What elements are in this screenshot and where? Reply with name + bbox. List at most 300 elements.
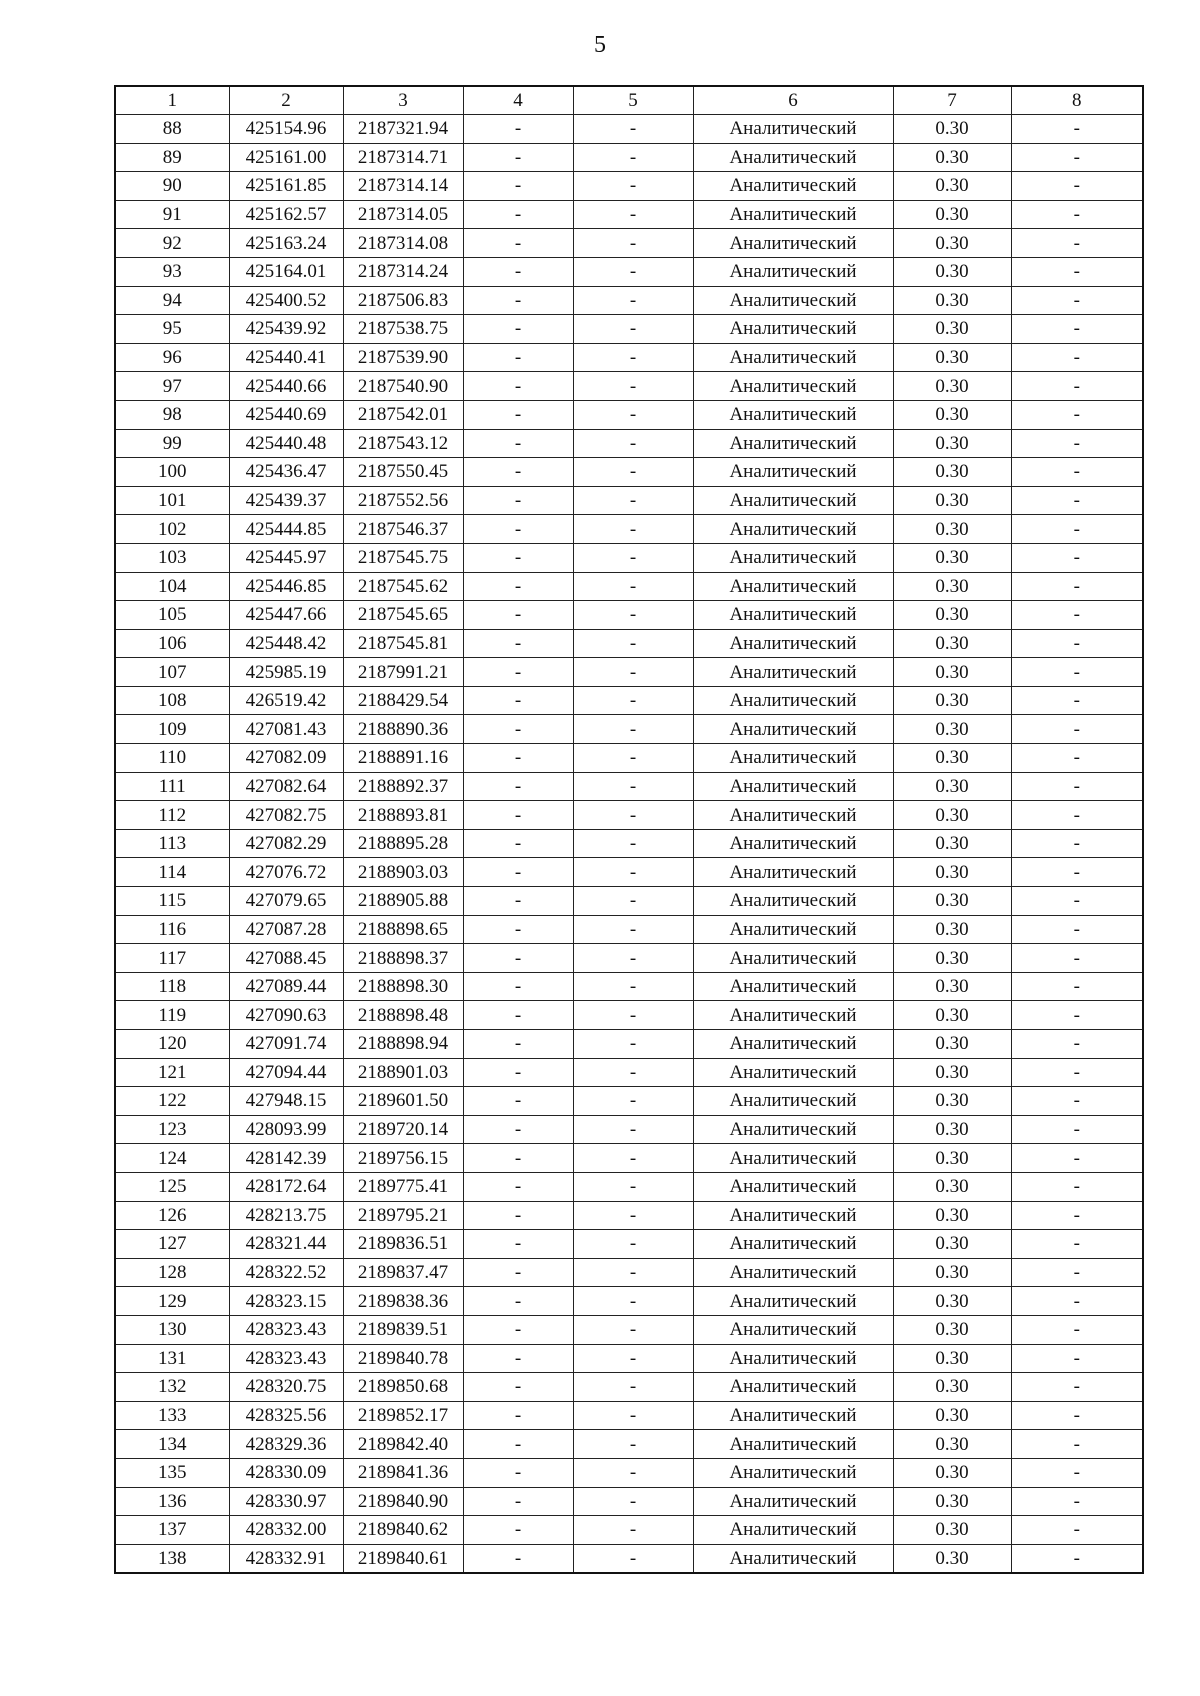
y-coordinate-cell: 2188905.88 (343, 887, 463, 916)
col4-cell: - (463, 229, 573, 258)
table-row (115, 1430, 1143, 1459)
col5-cell: - (573, 1201, 693, 1230)
method-cell: Аналитический (693, 257, 893, 286)
y-coordinate-cell: 2189720.14 (343, 1115, 463, 1144)
x-coordinate-cell: 427082.29 (229, 829, 343, 858)
method-cell: Аналитический (693, 1258, 893, 1287)
col4-cell: - (463, 1144, 573, 1173)
accuracy-cell: 0.30 (893, 458, 1011, 487)
column-header: 2 (229, 86, 343, 115)
accuracy-cell: 0.30 (893, 257, 1011, 286)
point-number-cell: 112 (115, 801, 229, 830)
y-coordinate-cell: 2189840.61 (343, 1544, 463, 1573)
col4-cell: - (463, 1487, 573, 1516)
method-cell: Аналитический (693, 200, 893, 229)
method-cell: Аналитический (693, 1401, 893, 1430)
col4-cell: - (463, 1230, 573, 1259)
method-cell: Аналитический (693, 1373, 893, 1402)
column-header: 7 (893, 86, 1011, 115)
col5-cell: - (573, 944, 693, 973)
col4-cell: - (463, 1030, 573, 1059)
col4-cell: - (463, 858, 573, 887)
point-number-cell: 104 (115, 572, 229, 601)
method-cell: Аналитический (693, 1315, 893, 1344)
coordinates-table (114, 85, 1144, 1574)
point-number-cell: 130 (115, 1315, 229, 1344)
method-cell: Аналитический (693, 1344, 893, 1373)
point-number-cell: 135 (115, 1458, 229, 1487)
x-coordinate-cell: 428172.64 (229, 1172, 343, 1201)
method-cell: Аналитический (693, 1544, 893, 1573)
x-coordinate-cell: 425154.96 (229, 115, 343, 144)
y-coordinate-cell: 2189841.36 (343, 1458, 463, 1487)
accuracy-cell: 0.30 (893, 1087, 1011, 1116)
x-coordinate-cell: 427079.65 (229, 887, 343, 916)
table-row (115, 315, 1143, 344)
y-coordinate-cell: 2187550.45 (343, 458, 463, 487)
x-coordinate-cell: 427076.72 (229, 858, 343, 887)
x-coordinate-cell: 427082.09 (229, 744, 343, 773)
col8-cell: - (1011, 572, 1143, 601)
method-cell: Аналитический (693, 143, 893, 172)
col5-cell: - (573, 543, 693, 572)
col8-cell: - (1011, 1487, 1143, 1516)
table-row (115, 286, 1143, 315)
col8-cell: - (1011, 715, 1143, 744)
y-coordinate-cell: 2188901.03 (343, 1058, 463, 1087)
table-row (115, 1201, 1143, 1230)
y-coordinate-cell: 2187545.81 (343, 629, 463, 658)
y-coordinate-cell: 2189840.62 (343, 1516, 463, 1545)
col4-cell: - (463, 115, 573, 144)
x-coordinate-cell: 425163.24 (229, 229, 343, 258)
col5-cell: - (573, 1315, 693, 1344)
col8-cell: - (1011, 1087, 1143, 1116)
x-coordinate-cell: 425448.42 (229, 629, 343, 658)
method-cell: Аналитический (693, 1115, 893, 1144)
table-row (115, 429, 1143, 458)
col4-cell: - (463, 829, 573, 858)
col5-cell: - (573, 1258, 693, 1287)
accuracy-cell: 0.30 (893, 372, 1011, 401)
y-coordinate-cell: 2187539.90 (343, 343, 463, 372)
point-number-cell: 108 (115, 686, 229, 715)
table-row (115, 829, 1143, 858)
y-coordinate-cell: 2187538.75 (343, 315, 463, 344)
column-header: 5 (573, 86, 693, 115)
table-row (115, 801, 1143, 830)
col8-cell: - (1011, 1201, 1143, 1230)
y-coordinate-cell: 2189840.78 (343, 1344, 463, 1373)
col8-cell: - (1011, 115, 1143, 144)
method-cell: Аналитический (693, 1201, 893, 1230)
method-cell: Аналитический (693, 1458, 893, 1487)
x-coordinate-cell: 425161.85 (229, 172, 343, 201)
y-coordinate-cell: 2187314.71 (343, 143, 463, 172)
col8-cell: - (1011, 829, 1143, 858)
table-row (115, 715, 1143, 744)
x-coordinate-cell: 428093.99 (229, 1115, 343, 1144)
point-number-cell: 107 (115, 658, 229, 687)
table-row (115, 143, 1143, 172)
method-cell: Аналитический (693, 1172, 893, 1201)
point-number-cell: 102 (115, 515, 229, 544)
col4-cell: - (463, 658, 573, 687)
table-row (115, 1344, 1143, 1373)
y-coordinate-cell: 2188903.03 (343, 858, 463, 887)
col4-cell: - (463, 286, 573, 315)
table-row (115, 1172, 1143, 1201)
table-row (115, 1487, 1143, 1516)
point-number-cell: 101 (115, 486, 229, 515)
x-coordinate-cell: 428320.75 (229, 1373, 343, 1402)
col4-cell: - (463, 143, 573, 172)
col5-cell: - (573, 1115, 693, 1144)
col5-cell: - (573, 801, 693, 830)
y-coordinate-cell: 2187321.94 (343, 115, 463, 144)
method-cell: Аналитический (693, 515, 893, 544)
col5-cell: - (573, 1487, 693, 1516)
accuracy-cell: 0.30 (893, 944, 1011, 973)
method-cell: Аналитический (693, 772, 893, 801)
table-row (115, 1115, 1143, 1144)
method-cell: Аналитический (693, 1087, 893, 1116)
column-header: 6 (693, 86, 893, 115)
table-row (115, 458, 1143, 487)
accuracy-cell: 0.30 (893, 1258, 1011, 1287)
table-row (115, 229, 1143, 258)
accuracy-cell: 0.30 (893, 1516, 1011, 1545)
col4-cell: - (463, 1087, 573, 1116)
col5-cell: - (573, 400, 693, 429)
col8-cell: - (1011, 1544, 1143, 1573)
col5-cell: - (573, 658, 693, 687)
y-coordinate-cell: 2189795.21 (343, 1201, 463, 1230)
method-cell: Аналитический (693, 429, 893, 458)
y-coordinate-cell: 2189840.90 (343, 1487, 463, 1516)
col8-cell: - (1011, 1058, 1143, 1087)
col8-cell: - (1011, 1458, 1143, 1487)
table-row (115, 572, 1143, 601)
y-coordinate-cell: 2187506.83 (343, 286, 463, 315)
table-row (115, 744, 1143, 773)
col4-cell: - (463, 801, 573, 830)
method-cell: Аналитический (693, 172, 893, 201)
point-number-cell: 129 (115, 1287, 229, 1316)
accuracy-cell: 0.30 (893, 543, 1011, 572)
accuracy-cell: 0.30 (893, 829, 1011, 858)
col8-cell: - (1011, 686, 1143, 715)
accuracy-cell: 0.30 (893, 1544, 1011, 1573)
point-number-cell: 120 (115, 1030, 229, 1059)
col4-cell: - (463, 601, 573, 630)
point-number-cell: 95 (115, 315, 229, 344)
table-row (115, 1287, 1143, 1316)
col5-cell: - (573, 172, 693, 201)
col4-cell: - (463, 543, 573, 572)
x-coordinate-cell: 427090.63 (229, 1001, 343, 1030)
table-row (115, 972, 1143, 1001)
point-number-cell: 97 (115, 372, 229, 401)
col5-cell: - (573, 1544, 693, 1573)
point-number-cell: 105 (115, 601, 229, 630)
table-row (115, 1315, 1143, 1344)
point-number-cell: 114 (115, 858, 229, 887)
column-header: 4 (463, 86, 573, 115)
col5-cell: - (573, 257, 693, 286)
method-cell: Аналитический (693, 1430, 893, 1459)
accuracy-cell: 0.30 (893, 1315, 1011, 1344)
col4-cell: - (463, 1401, 573, 1430)
col5-cell: - (573, 1373, 693, 1402)
y-coordinate-cell: 2189842.40 (343, 1430, 463, 1459)
y-coordinate-cell: 2187552.56 (343, 486, 463, 515)
accuracy-cell: 0.30 (893, 1344, 1011, 1373)
method-cell: Аналитический (693, 343, 893, 372)
method-cell: Аналитический (693, 1030, 893, 1059)
x-coordinate-cell: 427089.44 (229, 972, 343, 1001)
accuracy-cell: 0.30 (893, 801, 1011, 830)
col8-cell: - (1011, 1344, 1143, 1373)
col4-cell: - (463, 944, 573, 973)
col5-cell: - (573, 1001, 693, 1030)
y-coordinate-cell: 2187314.05 (343, 200, 463, 229)
point-number-cell: 113 (115, 829, 229, 858)
col5-cell: - (573, 1087, 693, 1116)
method-cell: Аналитический (693, 1487, 893, 1516)
y-coordinate-cell: 2187314.08 (343, 229, 463, 258)
col8-cell: - (1011, 1144, 1143, 1173)
col8-cell: - (1011, 143, 1143, 172)
x-coordinate-cell: 428323.43 (229, 1344, 343, 1373)
col4-cell: - (463, 1458, 573, 1487)
table-row (115, 1458, 1143, 1487)
col5-cell: - (573, 772, 693, 801)
col8-cell: - (1011, 229, 1143, 258)
point-number-cell: 134 (115, 1430, 229, 1459)
method-cell: Аналитический (693, 1230, 893, 1259)
column-header: 8 (1011, 86, 1143, 115)
table-row (115, 1058, 1143, 1087)
table-row (115, 601, 1143, 630)
col4-cell: - (463, 486, 573, 515)
table-row (115, 200, 1143, 229)
accuracy-cell: 0.30 (893, 915, 1011, 944)
col5-cell: - (573, 458, 693, 487)
table-row (115, 1258, 1143, 1287)
y-coordinate-cell: 2187546.37 (343, 515, 463, 544)
x-coordinate-cell: 428142.39 (229, 1144, 343, 1173)
col4-cell: - (463, 400, 573, 429)
y-coordinate-cell: 2189836.51 (343, 1230, 463, 1259)
x-coordinate-cell: 427091.74 (229, 1030, 343, 1059)
point-number-cell: 109 (115, 715, 229, 744)
point-number-cell: 126 (115, 1201, 229, 1230)
y-coordinate-cell: 2188893.81 (343, 801, 463, 830)
table-row (115, 1030, 1143, 1059)
col5-cell: - (573, 858, 693, 887)
accuracy-cell: 0.30 (893, 887, 1011, 916)
col4-cell: - (463, 1430, 573, 1459)
col5-cell: - (573, 972, 693, 1001)
table-row (115, 486, 1143, 515)
y-coordinate-cell: 2187542.01 (343, 400, 463, 429)
col8-cell: - (1011, 372, 1143, 401)
accuracy-cell: 0.30 (893, 686, 1011, 715)
y-coordinate-cell: 2188429.54 (343, 686, 463, 715)
point-number-cell: 116 (115, 915, 229, 944)
col4-cell: - (463, 200, 573, 229)
point-number-cell: 128 (115, 1258, 229, 1287)
col4-cell: - (463, 1115, 573, 1144)
table-row (115, 1373, 1143, 1402)
accuracy-cell: 0.30 (893, 1172, 1011, 1201)
x-coordinate-cell: 425446.85 (229, 572, 343, 601)
x-coordinate-cell: 425440.69 (229, 400, 343, 429)
table-header (115, 86, 1143, 115)
col8-cell: - (1011, 515, 1143, 544)
method-cell: Аналитический (693, 543, 893, 572)
method-cell: Аналитический (693, 801, 893, 830)
accuracy-cell: 0.30 (893, 200, 1011, 229)
point-number-cell: 125 (115, 1172, 229, 1201)
point-number-cell: 91 (115, 200, 229, 229)
accuracy-cell: 0.30 (893, 1373, 1011, 1402)
col8-cell: - (1011, 801, 1143, 830)
x-coordinate-cell: 425440.48 (229, 429, 343, 458)
col8-cell: - (1011, 286, 1143, 315)
table-row (115, 372, 1143, 401)
point-number-cell: 94 (115, 286, 229, 315)
x-coordinate-cell: 425445.97 (229, 543, 343, 572)
col4-cell: - (463, 1258, 573, 1287)
accuracy-cell: 0.30 (893, 1058, 1011, 1087)
table-row (115, 887, 1143, 916)
col8-cell: - (1011, 744, 1143, 773)
table-row (115, 1516, 1143, 1545)
col8-cell: - (1011, 1172, 1143, 1201)
col5-cell: - (573, 486, 693, 515)
col4-cell: - (463, 458, 573, 487)
col8-cell: - (1011, 1230, 1143, 1259)
method-cell: Аналитический (693, 286, 893, 315)
table-row (115, 343, 1143, 372)
col4-cell: - (463, 1201, 573, 1230)
col8-cell: - (1011, 658, 1143, 687)
y-coordinate-cell: 2187545.62 (343, 572, 463, 601)
table-row (115, 858, 1143, 887)
method-cell: Аналитический (693, 915, 893, 944)
x-coordinate-cell: 427082.75 (229, 801, 343, 830)
col8-cell: - (1011, 972, 1143, 1001)
method-cell: Аналитический (693, 658, 893, 687)
col5-cell: - (573, 1344, 693, 1373)
accuracy-cell: 0.30 (893, 1115, 1011, 1144)
col8-cell: - (1011, 1401, 1143, 1430)
col4-cell: - (463, 744, 573, 773)
table-row (115, 629, 1143, 658)
col4-cell: - (463, 172, 573, 201)
table-row (115, 915, 1143, 944)
col8-cell: - (1011, 429, 1143, 458)
table-row (115, 400, 1143, 429)
col8-cell: - (1011, 1430, 1143, 1459)
table-row (115, 658, 1143, 687)
accuracy-cell: 0.30 (893, 1201, 1011, 1230)
col4-cell: - (463, 686, 573, 715)
col5-cell: - (573, 601, 693, 630)
col8-cell: - (1011, 915, 1143, 944)
col8-cell: - (1011, 458, 1143, 487)
col8-cell: - (1011, 543, 1143, 572)
x-coordinate-cell: 425164.01 (229, 257, 343, 286)
x-coordinate-cell: 428325.56 (229, 1401, 343, 1430)
column-header: 3 (343, 86, 463, 115)
col5-cell: - (573, 1516, 693, 1545)
point-number-cell: 138 (115, 1544, 229, 1573)
table-row (115, 1230, 1143, 1259)
col5-cell: - (573, 1058, 693, 1087)
table-row (115, 686, 1143, 715)
accuracy-cell: 0.30 (893, 143, 1011, 172)
col5-cell: - (573, 229, 693, 258)
col4-cell: - (463, 572, 573, 601)
col5-cell: - (573, 1030, 693, 1059)
table-row (115, 1401, 1143, 1430)
x-coordinate-cell: 426519.42 (229, 686, 343, 715)
y-coordinate-cell: 2187543.12 (343, 429, 463, 458)
col5-cell: - (573, 429, 693, 458)
col8-cell: - (1011, 601, 1143, 630)
y-coordinate-cell: 2188898.65 (343, 915, 463, 944)
accuracy-cell: 0.30 (893, 1287, 1011, 1316)
x-coordinate-cell: 427094.44 (229, 1058, 343, 1087)
point-number-cell: 136 (115, 1487, 229, 1516)
col4-cell: - (463, 772, 573, 801)
method-cell: Аналитический (693, 1058, 893, 1087)
table-row (115, 944, 1143, 973)
col4-cell: - (463, 972, 573, 1001)
accuracy-cell: 0.30 (893, 1230, 1011, 1259)
accuracy-cell: 0.30 (893, 1430, 1011, 1459)
col8-cell: - (1011, 1001, 1143, 1030)
y-coordinate-cell: 2189850.68 (343, 1373, 463, 1402)
x-coordinate-cell: 427948.15 (229, 1087, 343, 1116)
accuracy-cell: 0.30 (893, 858, 1011, 887)
accuracy-cell: 0.30 (893, 315, 1011, 344)
y-coordinate-cell: 2189837.47 (343, 1258, 463, 1287)
point-number-cell: 123 (115, 1115, 229, 1144)
point-number-cell: 99 (115, 429, 229, 458)
col4-cell: - (463, 1172, 573, 1201)
point-number-cell: 110 (115, 744, 229, 773)
point-number-cell: 92 (115, 229, 229, 258)
col4-cell: - (463, 372, 573, 401)
point-number-cell: 131 (115, 1344, 229, 1373)
table-row (115, 257, 1143, 286)
method-cell: Аналитический (693, 229, 893, 258)
x-coordinate-cell: 425436.47 (229, 458, 343, 487)
table-row (115, 515, 1143, 544)
point-number-cell: 106 (115, 629, 229, 658)
col8-cell: - (1011, 400, 1143, 429)
point-number-cell: 137 (115, 1516, 229, 1545)
col5-cell: - (573, 372, 693, 401)
method-cell: Аналитический (693, 715, 893, 744)
y-coordinate-cell: 2189756.15 (343, 1144, 463, 1173)
point-number-cell: 103 (115, 543, 229, 572)
table-row (115, 772, 1143, 801)
